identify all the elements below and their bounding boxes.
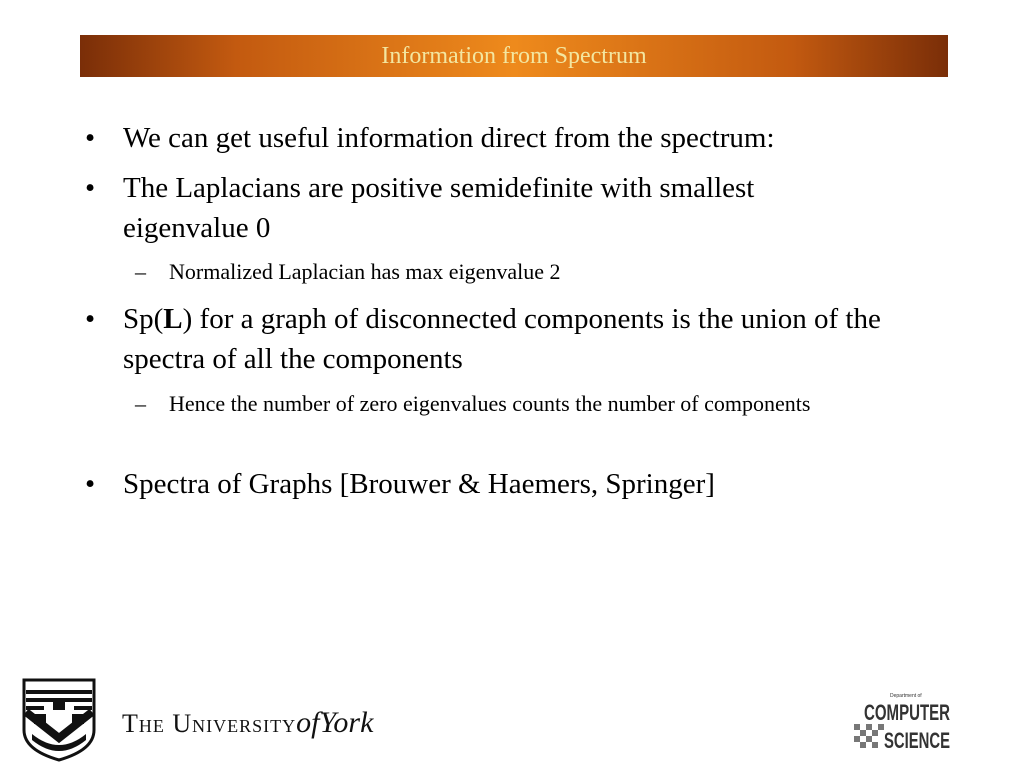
cs-dept-label: Department of	[890, 693, 922, 699]
sub-bullet-text: Normalized Laplacian has max eigenvalue 2	[169, 259, 561, 284]
cs-line2: Science	[884, 728, 950, 753]
sp-rest: ) for a graph of disconnected components is the union of the spectra of all the components	[123, 303, 881, 375]
slide-title: Information from Spectrum	[381, 42, 647, 69]
university-of: of	[296, 706, 320, 739]
laplacian-symbol: L	[163, 303, 183, 335]
bullet-text: The Laplacians are positive semidefinite with smallest eigenvalue 0	[123, 172, 755, 244]
york-shield-icon	[22, 678, 96, 762]
bullet-text: We can get useful information direct from the spectrum:	[123, 122, 775, 154]
university-prefix: The University	[122, 709, 297, 738]
bullet-item	[85, 118, 943, 158]
sub-bullet-mark: –	[135, 259, 146, 284]
sub-bullet-mark: –	[135, 391, 146, 416]
bullet-item	[85, 299, 943, 379]
university-of-york-logo	[22, 678, 373, 762]
sub-bullet-item	[135, 255, 889, 289]
university-wordmark	[122, 706, 373, 740]
computer-science-logo-graphic	[852, 688, 952, 754]
slide-title-bar	[80, 35, 948, 77]
bullet-mark: •	[85, 122, 96, 154]
sub-bullet-text: Hence the number of zero eigenvalues counts the number of components	[169, 391, 811, 416]
bullet-mark: •	[85, 303, 96, 335]
bullet-mark: •	[85, 172, 96, 204]
bullet-text: Spectra of Graphs [Brouwer & Haemers, Springer]	[123, 468, 715, 500]
bullet-item	[85, 168, 883, 248]
university-name: York	[319, 706, 374, 739]
bullet-text	[123, 299, 943, 379]
bullet-mark: •	[85, 468, 96, 500]
cs-line1: Computer	[864, 700, 951, 725]
bullet-item	[85, 464, 943, 504]
sub-bullet-item	[135, 387, 889, 421]
computer-science-logo	[852, 688, 952, 754]
sp-prefix: Sp(	[123, 303, 164, 335]
